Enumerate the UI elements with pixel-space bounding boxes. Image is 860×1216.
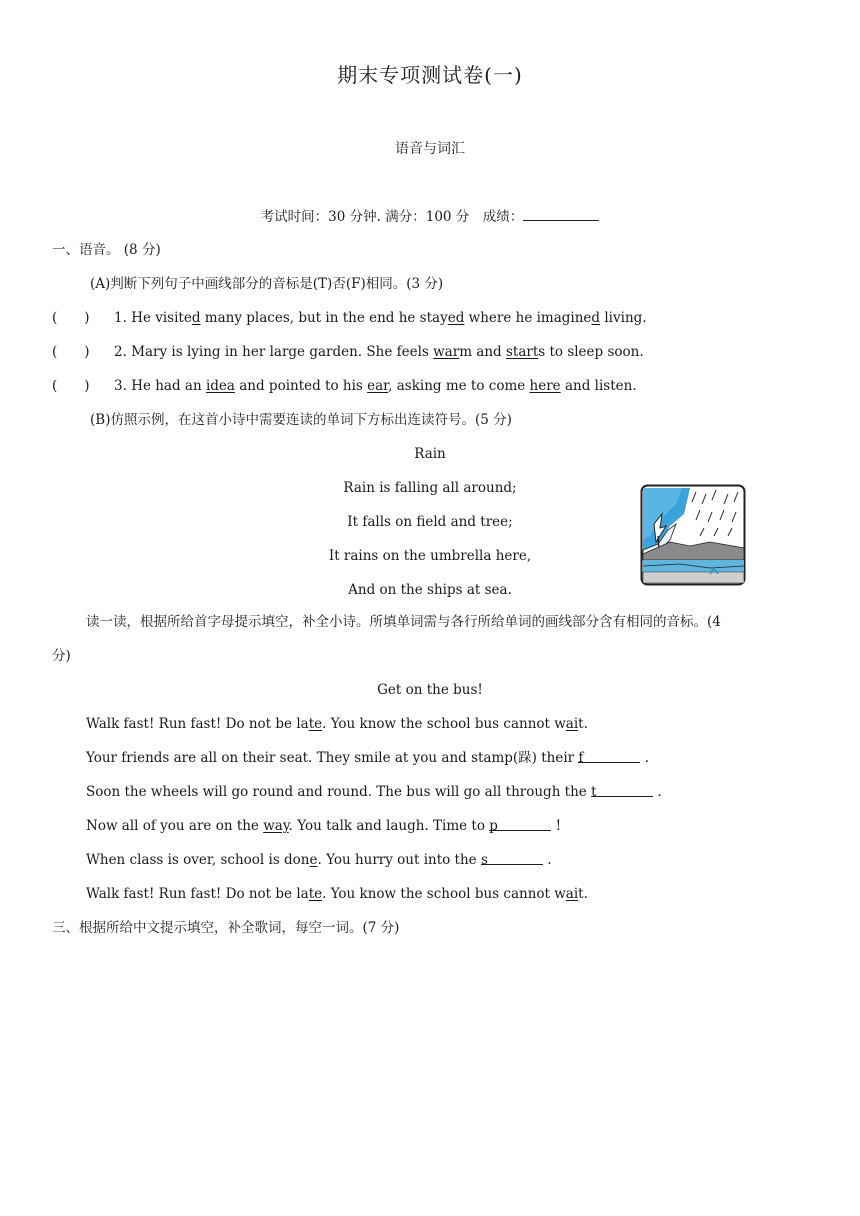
underlined-sound: ai [565,716,579,732]
part-a-item-2 [52,342,644,362]
line-text: When class is over, school is don [86,852,310,868]
bus-line-4 [86,816,561,836]
section2-instruction: 读一读，根据所给首字母提示填空，补全小诗。所填单词需与各行所给单词的画线部分含有相同的音标。(4 [86,614,721,630]
poem-line-4: And on the ships at sea. [348,582,512,598]
sentence-text: where he imagine [464,310,592,326]
sentence-text: many places, but in the end he stay [200,310,448,326]
item-number: 1. [114,310,127,326]
line-text: t. [578,886,588,902]
part-a-item-1 [52,308,647,328]
underlined-sound: d [591,310,601,326]
page-subtitle: 语音与词汇 [395,141,465,157]
fill-blank-p[interactable] [489,816,551,834]
bus-line-2 [86,748,649,768]
answer-paren[interactable]: ( ) [52,310,90,326]
underlined-sound: ed [447,310,465,326]
hint-letter: s [480,852,488,868]
poem-line-3: It rains on the umbrella here, [328,548,532,564]
underlined-sound: ai [565,886,579,902]
bus-line-6 [86,884,588,904]
sentence-text: , asking me to come [388,378,530,394]
line-text: . You hurry out into the [317,852,481,868]
hint-letter: f [578,750,584,766]
underlined-sound: here [529,378,561,394]
line-end: . [542,852,552,868]
poem-title-rain: Rain [414,446,446,462]
bus-line-3 [86,782,662,802]
item-number: 3. [114,378,127,394]
underlined-sound: idea [205,378,235,394]
page-title: 期末专项测试卷(一) [337,63,523,87]
sentence-text: s to sleep soon. [538,344,644,360]
bus-line-1 [86,714,588,734]
line-text: Walk fast! Run fast! Do not be la [86,716,309,732]
hint-letter: t [591,784,597,800]
section3-heading: 三、根据所给中文提示填空，补全歌词，每空一词。(7 分) [52,920,400,936]
underlined-sound: te [308,716,323,732]
underlined-sound: e [309,852,318,868]
fill-blank-t[interactable] [591,782,653,800]
line-end: . [640,750,650,766]
sentence-text: and listen. [560,378,637,394]
answer-paren[interactable]: ( ) [52,344,90,360]
underlined-sound: war [433,344,460,360]
sentence-text: He visite [131,310,192,326]
line-text: Now all of you are on the [86,818,264,834]
rain-scene-illustration-icon [640,484,746,586]
exam-info-text: 考试时间：30 分钟. 满分：100 分 成绩： [260,209,524,225]
sentence-text: living. [600,310,647,326]
poem-line-1: Rain is falling all around; [343,480,517,496]
part-b-instruction: (B)仿照示例，在这首小诗中需要连读的单词下方标出连读符号。(5 分) [90,412,512,428]
exam-info [0,206,860,227]
line-text: . You know the school bus cannot w [322,886,566,902]
line-text: t. [578,716,588,732]
line-text: Your friends are all on their seat. They smile at you and stamp(跺) their [86,750,579,766]
line-text: Walk fast! Run fast! Do not be la [86,886,309,902]
underlined-sound: d [191,310,201,326]
sentence-text: m and [459,344,506,360]
underlined-sound: te [308,886,323,902]
underlined-sound: ear [367,378,389,394]
hint-letter: p [489,818,498,834]
section2-instruction-cont: 分) [52,648,71,664]
item-number: 2. [114,344,127,360]
line-text: . You know the school bus cannot w [322,716,566,732]
sentence-text: He had an [131,378,206,394]
section1-heading: 一、语音。 (8 分) [52,242,161,258]
fill-blank-s[interactable] [480,850,543,868]
poem-title-bus: Get on the bus! [377,682,483,698]
bus-line-5 [86,850,552,870]
line-end: ! [551,818,561,834]
underlined-sound: start [505,344,539,360]
score-blank[interactable] [523,206,599,221]
line-text: Soon the wheels will go round and round. The bus will go all through the [86,784,592,800]
line-text: . You talk and laugh. Time to [288,818,490,834]
part-a-item-3 [52,376,637,396]
underlined-sound: way [263,818,289,834]
sentence-text: and pointed to his [234,378,368,394]
poem-line-2: It falls on field and tree; [347,514,513,530]
fill-blank-f[interactable] [578,748,640,766]
answer-paren[interactable]: ( ) [52,378,90,394]
line-end: . [653,784,662,800]
sentence-text: Mary is lying in her large garden. She feels [131,344,434,360]
part-a-instruction: (A)判断下列句子中画线部分的音标是(T)否(F)相同。(3 分) [90,276,444,292]
